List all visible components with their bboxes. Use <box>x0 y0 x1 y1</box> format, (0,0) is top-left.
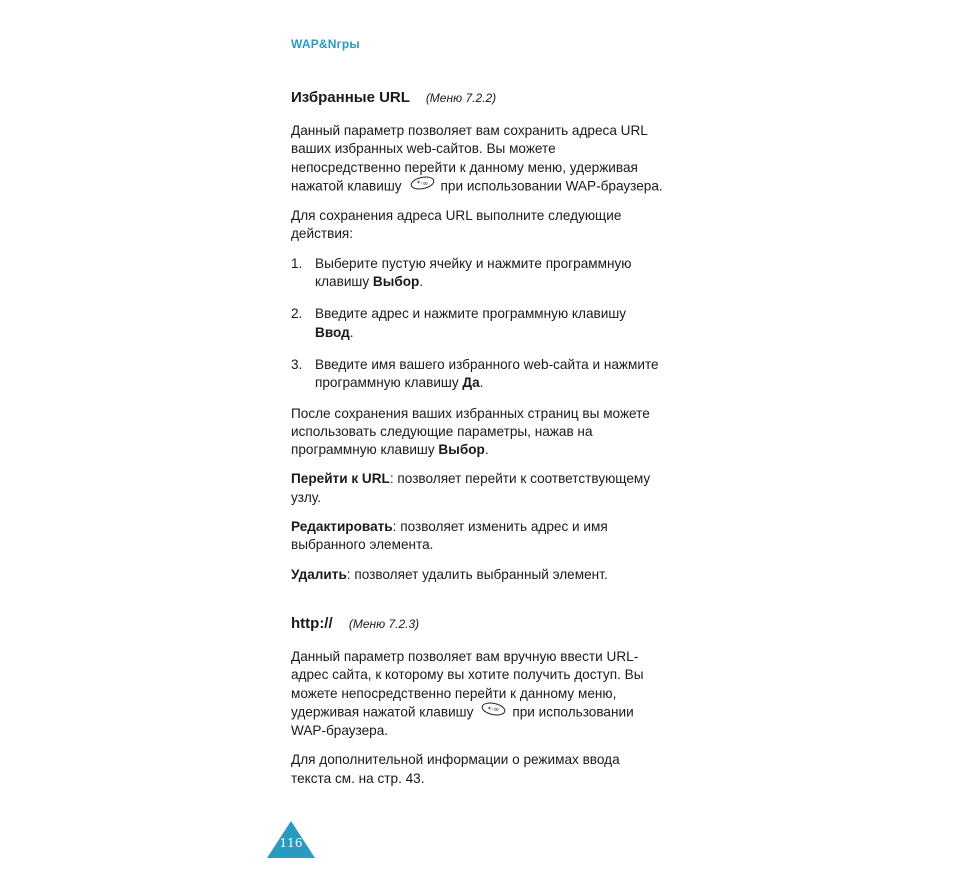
favorites-steps <box>291 255 663 393</box>
http-intro-text-a: Данный параметр позволяет вам вручную ввести URL-адрес сайта, к которому вы хотите получить доступ. Вы можете непосредственно перейти к данному меню, удерживая нажатой клавишу <box>291 648 644 720</box>
after-save-end: . <box>484 442 489 458</box>
http-menu-ref: (Меню 7.2.3) <box>348 616 420 631</box>
http-heading <box>291 614 663 634</box>
after-save-softkey: Выбор <box>438 442 485 458</box>
http-more-info: Для дополнительной информации о режимах ввода текста см. на стр. 43. <box>291 752 620 786</box>
option-goto-url <box>291 470 663 507</box>
option-edit <box>291 518 663 555</box>
step-end: . <box>419 274 424 290</box>
wap-key-icon <box>410 176 435 195</box>
favorites-heading <box>291 88 663 108</box>
page-number-badge <box>267 821 315 858</box>
option-term: Перейти к URL <box>291 471 390 487</box>
step-number: 2. <box>291 306 303 322</box>
svg-text:*·∞: *·∞ <box>488 705 500 714</box>
page-number: 116 <box>279 836 303 850</box>
favorites-intro <box>291 122 663 196</box>
option-desc: : позволяет изменить адрес и имя выбранного элемента. <box>291 519 608 553</box>
option-desc: : позволяет удалить выбранный элемент. <box>346 566 608 582</box>
favorites-intro-text-a: Данный параметр позволяет вам сохранить адреса URL ваших избранных web-сайтов. Вы можете непосредственно перейти к данному меню, удерживая нажатой клавишу <box>291 123 648 194</box>
step-end: . <box>479 375 484 391</box>
list-item <box>291 356 663 393</box>
option-term: Редактировать <box>291 519 393 535</box>
http-title: http:// <box>291 614 333 632</box>
wap-key-icon <box>481 702 506 721</box>
option-desc: : позволяет перейти к соответствующему узлу. <box>291 471 651 505</box>
step-text: Введите имя вашего избранного web-сайта и нажмите программную клавишу <box>315 356 659 391</box>
list-item <box>291 305 663 342</box>
svg-text:*·∞: *·∞ <box>416 179 428 188</box>
step-softkey: Выбор <box>372 274 420 290</box>
step-softkey: Да <box>462 375 480 391</box>
step-text: Выберите пустую ячейку и нажмите программную клавишу <box>315 255 632 290</box>
favorites-title: Избранные URL <box>291 89 410 106</box>
favorites-steps-intro: Для сохранения адреса URL выполните следующие действия: <box>291 208 622 242</box>
step-end: . <box>349 324 354 340</box>
favorites-after-save <box>291 405 663 460</box>
favorites-intro-text-b: при использовании WAP-браузера. <box>440 178 663 194</box>
http-intro <box>291 648 663 740</box>
step-number: 1. <box>291 255 303 271</box>
list-item <box>291 255 663 292</box>
option-term: Удалить <box>291 566 347 582</box>
page-content <box>291 88 663 799</box>
section-header: WAP&Nгры <box>291 37 360 51</box>
after-save-text: После сохранения ваших избранных страниц вы можете использовать следующие параметры, нажав на программную клавишу <box>291 405 650 458</box>
step-number: 3. <box>291 356 303 372</box>
step-text: Введите адрес и нажмите программную клавишу <box>315 306 627 322</box>
favorites-menu-ref: (Меню 7.2.2) <box>425 91 497 105</box>
http-intro-text-b: при использовании WAP-браузера. <box>291 704 634 739</box>
step-softkey: Ввод <box>315 324 350 340</box>
option-delete <box>291 566 663 584</box>
